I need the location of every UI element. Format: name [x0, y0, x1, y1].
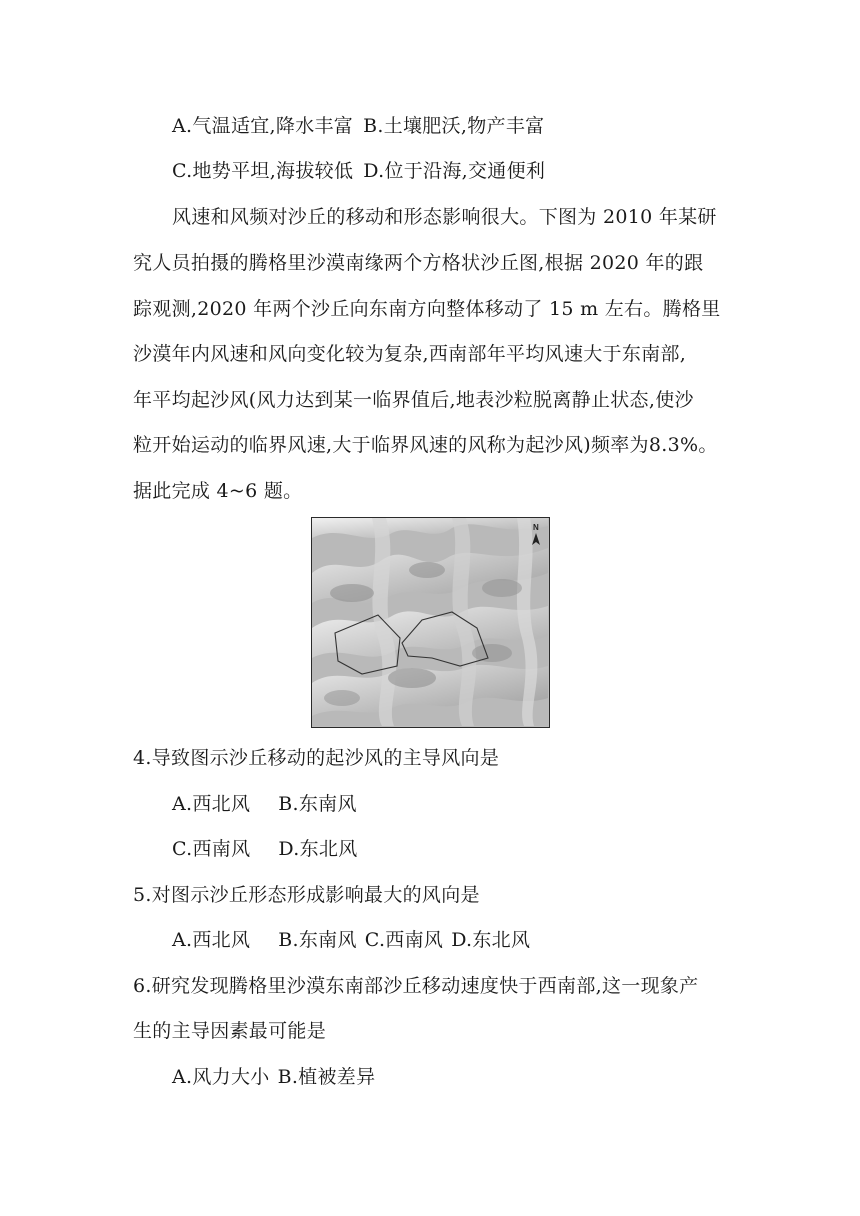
- question-4-options-row-2: [172, 837, 358, 861]
- q6-option-b: B.植被差异: [277, 1066, 376, 1088]
- dune-image: [312, 518, 548, 726]
- q5-option-c: C.西南风: [364, 929, 444, 951]
- prev-options-line-1: [172, 114, 544, 138]
- option-c: C.地势平坦,海拔较低: [172, 160, 354, 182]
- option-a: A.气温适宜,降水丰富: [172, 115, 354, 137]
- prev-options-line-2: [172, 159, 545, 183]
- question-4-stem: 4.导致图示沙丘移动的起沙风的主导风向是: [133, 747, 500, 769]
- question-5-options: [172, 928, 530, 952]
- sand-dune-figure: [311, 517, 550, 728]
- q4-option-d: D.东北风: [278, 838, 358, 860]
- passage-line-1: 风速和风频对沙丘的移动和形态影响很大。下图为 2010 年某研: [172, 206, 717, 228]
- question-6-stem-line-1: 6.研究发现腾格里沙漠东南部沙丘移动速度快于西南部,这一现象产: [133, 975, 699, 997]
- passage-line-3: 踪观测,2020 年两个沙丘向东南方向整体移动了 15 m 左右。腾格里: [133, 298, 721, 320]
- question-5-stem: 5.对图示沙丘形态形成影响最大的风向是: [133, 884, 480, 906]
- passage-line-5: 年平均起沙风(风力达到某一临界值后,地表沙粒脱离静止状态,使沙: [133, 389, 694, 411]
- q5-option-a: A.西北风: [172, 929, 251, 951]
- q5-option-d: D.东北风: [451, 929, 531, 951]
- passage-line-4: 沙漠年内风速和风向变化较为复杂,西南部年平均风速大于东南部,: [133, 343, 687, 365]
- passage-line-7: 据此完成 4~6 题。: [133, 480, 303, 502]
- north-label: N: [533, 523, 539, 532]
- q5-option-b: B.东南风: [278, 929, 357, 951]
- question-6-options: [172, 1065, 375, 1089]
- question-4-options-row-1: [172, 792, 357, 816]
- option-b: B.土壤肥沃,物产丰富: [363, 115, 545, 137]
- q4-option-b: B.东南风: [278, 793, 357, 815]
- q6-option-a: A.风力大小: [172, 1066, 270, 1088]
- question-6-stem-line-2: 生的主导因素最可能是: [133, 1020, 327, 1042]
- passage-line-6: 粒开始运动的临界风速,大于临界风速的风称为起沙风)频率为8.3%。: [133, 434, 718, 456]
- q4-option-a: A.西北风: [172, 793, 251, 815]
- option-d: D.位于沿海,交通便利: [363, 160, 546, 182]
- passage-line-2: 究人员拍摄的腾格里沙漠南缘两个方格状沙丘图,根据 2020 年的跟: [133, 252, 704, 274]
- q4-option-c: C.西南风: [172, 838, 251, 860]
